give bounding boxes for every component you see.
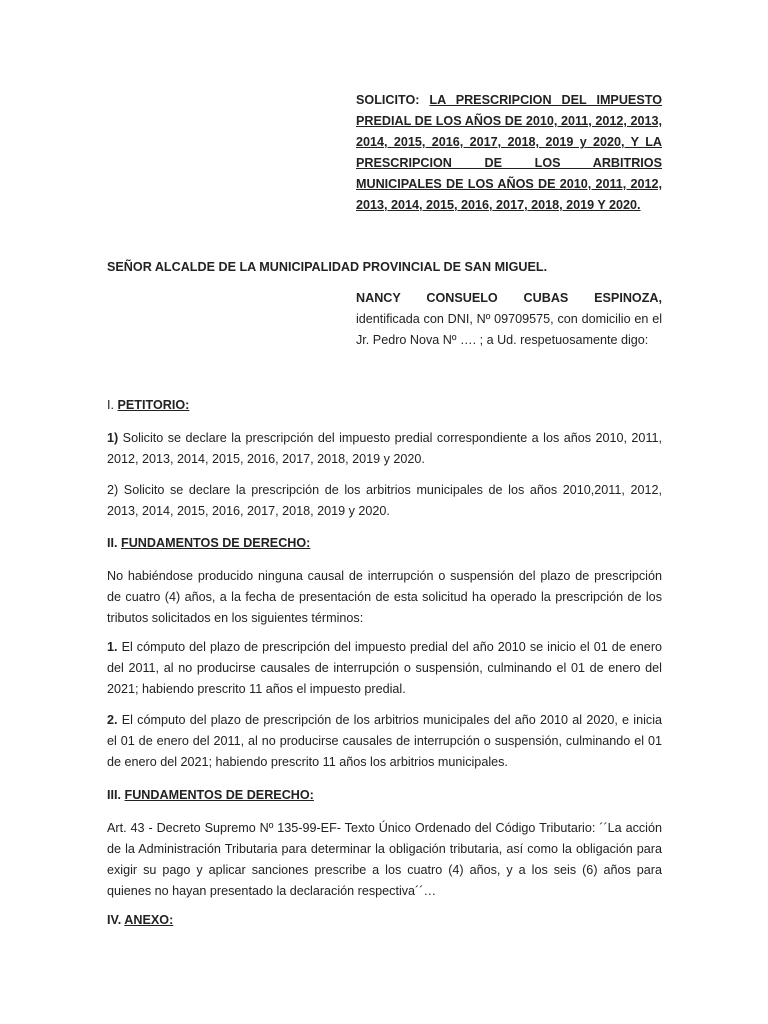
section-2-intro: No habiéndose producido ninguna causal de interrupción o suspensión del plazo de prescripción de cuatro (4) años, a la fecha de presentación de esta solicitud ha operado la prescripción de los tributos solicitados en los siguientes términos: xyxy=(107,569,662,625)
applicant-details: identificada con DNI, Nº 09709575, con domicilio en el Jr. Pedro Nova Nº …. ; a Ud. respetuosamente digo: xyxy=(356,312,662,347)
petitorio-item-1 xyxy=(107,428,662,470)
petitorio-item-1-text: Solicito se declare la prescripción del impuesto predial correspondiente a los años 2010, 2011, 2012, 2013, 2014, 2015, 2016, 2017, 2018, 2019 y 2020. xyxy=(107,431,663,466)
section-4-heading xyxy=(107,910,662,931)
section-2-number: II. xyxy=(107,536,118,550)
section-4-number: IV. xyxy=(107,913,122,927)
solicito-text: LA PRESCRIPCION DEL IMPUESTO PREDIAL DE LOS AÑOS DE 2010, 2011, 2012, 2013, 2014, 2015, 2016, 2017, 2018, 2019 y 2020, Y LA PRESCRIPCION DE LOS ARBITRIOS MUNICIPALES DE LOS AÑOS DE 2010, 2011, 2012, 2013, 2014, 2015, 2016, 2017, 2018, 2019 Y 2020. xyxy=(356,93,662,212)
section-2-heading xyxy=(107,533,662,554)
section-3-number: III. xyxy=(107,788,121,802)
fundamentos-item-2 xyxy=(107,710,662,773)
section-3-title: FUNDAMENTOS DE DERECHO: xyxy=(124,788,314,802)
section-1-number: I. xyxy=(107,398,114,412)
fundamentos-item-1 xyxy=(107,637,662,700)
applicant-block xyxy=(356,288,662,351)
fundamentos-item-2-text: El cómputo del plazo de prescripción de los arbitrios municipales del año 2010 al 2020, e inicia el 01 de enero del 2011, al no producirse causales de interrupción o suspensión, culminando el 01 de enero del 2021; habiendo prescrito 11 años los arbitrios municipales. xyxy=(107,713,662,769)
fundamentos-item-1-text: El cómputo del plazo de prescripción del impuesto predial del año 2010 se inicio el 01 de enero del 2011, al no producirse causales de interrupción o suspensión, culminando el 01 de enero del 2021; habiendo prescrito 11 años el impuesto predial. xyxy=(107,640,663,696)
section-4-title: ANEXO: xyxy=(124,913,174,927)
addressee: SEÑOR ALCALDE DE LA MUNICIPALIDAD PROVINCIAL DE SAN MIGUEL. xyxy=(107,260,548,274)
section-1-title: PETITORIO: xyxy=(117,398,190,412)
section-3-heading xyxy=(107,785,662,806)
section-1-heading xyxy=(107,395,662,416)
petitorio-item-2: 2) Solicito se declare la prescripción de los arbitrios municipales de los años 2010,2011, 2012, 2013, 2014, 2015, 2016, 2017, 2018, 2019 y 2020. xyxy=(107,483,662,518)
fundamentos-item-1-number: 1. xyxy=(107,640,118,654)
section-2-title: FUNDAMENTOS DE DERECHO: xyxy=(121,536,311,550)
fundamentos-item-2-number: 2. xyxy=(107,713,118,727)
solicito-prefix: SOLICITO: xyxy=(356,93,420,107)
applicant-name: NANCY CONSUELO CUBAS ESPINOZA, xyxy=(356,291,662,305)
section-3-text: Art. 43 - Decreto Supremo Nº 135-99-EF- Texto Único Ordenado del Código Tributario: ´´La acción de la Administración Tributaria para determinar la obligación tributaria, así como la obligación para exigir su pago y aplicar sanciones prescribe a los cuatro (4) años, y a los seis (6) años para quienes no hayan presentado la declaración respectiva´´… xyxy=(107,821,662,898)
petitorio-item-1-number: 1) xyxy=(107,431,119,445)
solicito-block xyxy=(356,90,662,216)
